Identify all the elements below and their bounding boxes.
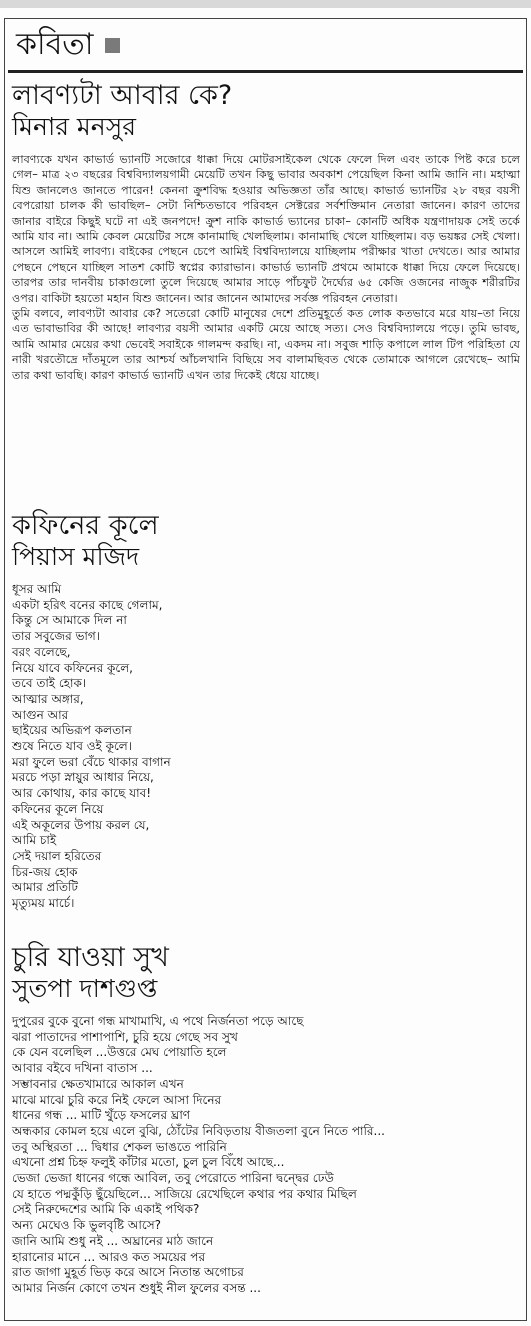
poem-line: কে যেন বলেছিল ...উত্তরে মেঘ পোয়াতি হলে (12, 1045, 227, 1060)
poem-title: লাবণ্যটা আবার কে? (12, 80, 233, 111)
poem-lines (12, 1014, 520, 1297)
poem-line: চির-জয় হোক (12, 864, 78, 879)
poem-line: জানি আমি শুধু নই ... অঘ্রানের মাঠ জানে (12, 1233, 214, 1248)
poem-lines (12, 582, 520, 912)
poem-1 (12, 80, 520, 383)
poem-line: মরা ফুলে ভরা বেঁচে থাকার বাগান (12, 754, 171, 769)
poem-line: সম্ভাবনার ক্ষেতখামারে আকাল এখন (12, 1076, 184, 1091)
poem-line: শুষে নিতে যাব ওই কূলে। (12, 739, 133, 754)
poem-line: আমার প্রতিটি (12, 880, 78, 895)
poem-line: আবার বইবে দখিনা বাতাস ... (12, 1061, 153, 1076)
poem-paragraph: তুমি বলবে, লাবণ্যটা আবার কে? সতেরো কোটি মানুষের দেশে প্রতিমুহূর্তে কত লোক কতভাবে মরে যায়–তা নিয়ে এত ভাবাভাবির কী আছে! লাবণ্যর বয়সী আমার একটি মেয়ে আছে সত্য। সেও বিশ্ববিদ্যালয়ে পড়ে। তুমি ভাবছ, আমি আমার মেয়ের কথা ভেবেই সবাইকে গালমন্দ করছি। না, একদম না। সবুজ শাড়ি কপালে লাল টিপ পরিহিতা যে নারী খরতৌদ্রে দাঁতমূলে তার আশ্চর্য আঁচলখানি বিছিয়ে সব বালামছিবত থেকে তোমাকে আগলে রেখেছে– আমি তার কথা ভাবছি। কারণ কাভার্ড ভ্যানটি এখন তার দিকেই ধেয়ে যাচ্ছে। (12, 307, 520, 382)
section-header (16, 26, 120, 64)
poem-line: সেই দয়াল হরিতের (12, 848, 102, 863)
poem-line: এখনো প্রশ্ন চিহ্ন ফলুই কাঁটার মতো, চুল চুল বিঁধে আছে... (12, 1155, 285, 1170)
poem-line: ধানের গন্ধ ... মাটি খুঁড়ে ফসলের ঘ্রাণ (12, 1108, 191, 1123)
poem-paragraph: লাবণ্যকে যখন কাভার্ড ভ্যানটি সজোরে ধাক্কা দিয়ে মোটরসাইকেল থেকে ফেলে দিল এবং তাকে পিষ্ট করে চলে গেল– মাত্র ২৩ বছরের বিশ্ববিদ্যালয়গামী মেয়েটি তখন কিছু ভাবার অবকাশ পেয়েছিল কিনা আমি জানি না। মহাত্মা যিশু জানলেও জানতে পারেন! কেননা ক্রুশবিদ্ধ হওয়ার অভিজ্ঞতা তাঁর আছে। কাভার্ড ভ্যানটির ২৮ বছর বয়সী বেপরোয়া চালক কী ভাবছিল– সেটা নিশ্চিতভাবে পরিবহন সেক্টরের সর্বশক্তিমান নেতারা জানেন। কারণ তাদের জানার বাইরে কিছুই ঘটে না এই জনপদে! ক্রুশ নাকি কাভার্ড ভ্যানের চাকা– কোনটি অধিক যন্ত্রণাদায়ক সেই তর্কে আমি যাব না। আমি কেবল মেয়েটির সঙ্গে কানামাছি খেলছিলাম। কানামাছি খেলে যাচ্ছিলাম। বড় ভয়ঙ্কর সেই খেলা। আসলে আমিই লাবণ্য। বাইকের পেছনে চেপে আমিই বিশ্ববিদ্যালয়ে যাচ্ছিলাম পরীক্ষার খাতা দেখতে। আর আমার পেছনে পেছনে যাচ্ছিল সাতশ কোটি স্বপ্নের ক্যারাভান। কাভার্ড ভ্যানটি প্রথমে আমাকে ধাক্কা দিয়ে ফেলে দিয়েছে। তারপর তার দানবীয় চাকাগুলো তুলে দিয়েছে আমার সাড়ে পাঁচফুট দৈর্ঘ্যের ৬৫ কেজি ওজনের নাজুক শরীরটির ওপর। বাকিটা হয়তো মহান যিশু জানেন। আর জানেন আমাদের সর্বজ্ঞ পরিবহন নেতারা। (12, 153, 520, 305)
poet-name: মিনার মনসুর (12, 112, 136, 141)
poem-line: ঝরা পাতাদের পাশাপাশি, চুরি হয়ে গেছে সব সুখ (12, 1029, 238, 1044)
poem-line: যে হাতে পদ্মকুঁড়ি ছুঁয়েছিলে... সাজিয়ে রেখেছিলে কথার পর কথার মিছিল (12, 1186, 357, 1201)
poem-line: রাত জাগা মুহূর্ত ভিড় করে আসে নিতান্ত অগোচর (12, 1265, 244, 1280)
section-label: কবিতা (16, 27, 94, 62)
poem-line: হারানোর মানে ... আরও কত সময়ের পর (12, 1249, 206, 1264)
poem-line: আর কোথায়, কার কাছে যাব! (12, 786, 152, 801)
poem-line: অন্ধকার কোমল হয়ে এলে বুঝি, ঠোঁটের নিবিড়তায় বীজতলা বুনে নিতে পারি... (12, 1123, 385, 1138)
poem-line: আমি চাই (12, 833, 57, 848)
poem-line: কফিনের কূলে নিয়ে (12, 801, 104, 816)
poem-line: ধূসর আমি (12, 582, 62, 596)
poem-2 (12, 510, 520, 912)
poem-line: ছাইয়ের অভিরূপ কলতান (12, 723, 132, 738)
poem-title: চুরি যাওয়া সুখ (12, 942, 169, 973)
poem-line: আত্মার অঙ্গার, (12, 691, 84, 706)
poem-line: নিয়ে যাবে কফিনের কূলে, (12, 660, 133, 675)
poem-line: একটা হরিৎ বনের কাছে গেলাম, (12, 597, 163, 612)
poem-line: মাঝে মাঝে চুরি করে নিই ফেলে আসা দিনের (12, 1092, 222, 1107)
poet-name: সুতপা দাশগুপ্ত (12, 974, 158, 1003)
poem-title: কফিনের কূলে (12, 510, 159, 541)
poem-line: তার সবুজের ভাগ। (12, 629, 101, 644)
top-gray-bar (0, 0, 531, 8)
poem-line: বরং বলেছে, (12, 644, 71, 659)
poem-line: কিন্তু সে আমাকে দিল না (12, 613, 127, 628)
poem-line: তবু অস্থিরতা ... দ্বিধার শেকল ভাঙতে পারিনি (12, 1139, 227, 1154)
section-divider (8, 70, 523, 73)
poem-line: তবে তাই হোক। (12, 676, 87, 691)
poem-line: ভেজা ভেজা ধানের গন্ধে আবিল, তবু পেরোতে পারিনা দ্বন্দ্বের ঢেউ (12, 1171, 334, 1186)
poem-line: দুপুরের বুকে বুনো গন্ধ মাখামাখি, এ পথে নির্জনতা পড়ে আছে (12, 1014, 304, 1028)
poet-name: পিয়াস মজিদ (12, 542, 140, 571)
poem-line: এই অকূলের উপায় করল যে, (12, 817, 150, 832)
poem-line: সেই নিরুদ্দেশের আমি কি একাই পথিক? (12, 1202, 200, 1217)
poem-line: মরচে পড়া স্নায়ুর আধার নিয়ে, (12, 770, 154, 785)
poem-line: আমার নির্জন কোণে তখন শুধুই নীল ফুলের বসন্ত ... (12, 1280, 261, 1295)
poem-line: মৃত্যুময় মার্চে। (12, 896, 75, 911)
poem-line: অন্য মেঘেও কি ভুলবৃষ্টি আসে? (12, 1218, 162, 1233)
poem-3 (12, 942, 520, 1297)
square-icon (105, 38, 120, 53)
poem-line: আগুন আর (12, 707, 69, 722)
